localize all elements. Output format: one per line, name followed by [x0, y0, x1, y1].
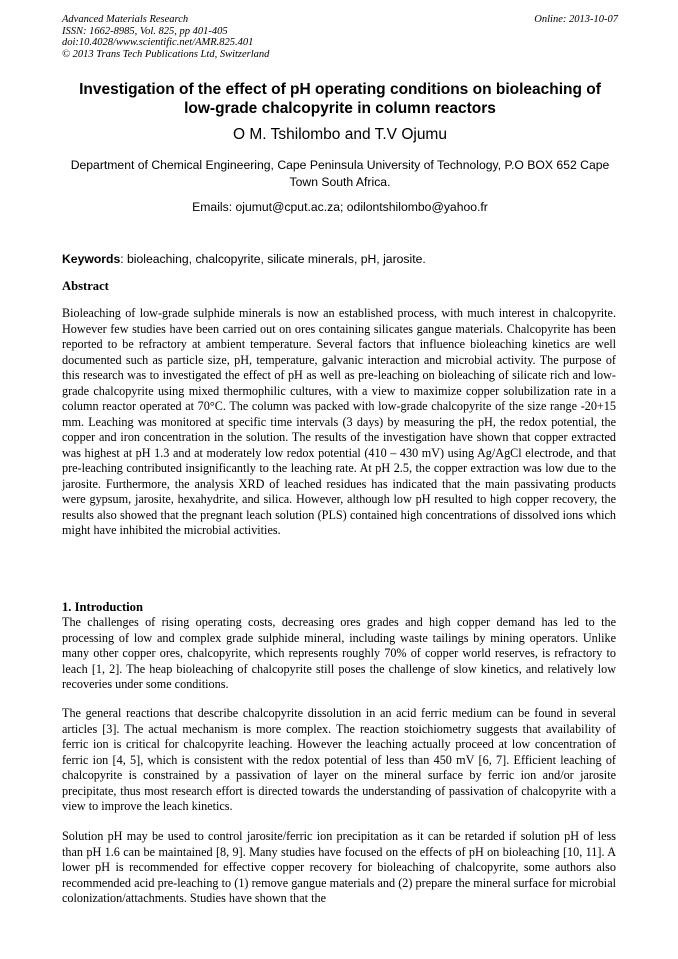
- authors: O M. Tshilombo and T.V Ojumu: [233, 126, 447, 143]
- keywords-label: Keywords: [62, 252, 121, 266]
- issn: ISSN: 1662-8985, Vol. 825, pp 401-405: [62, 25, 228, 37]
- intro-paragraph-1: The challenges of rising operating costs, decreasing ores grades and high copper demand has led to the processing of low and complex grade sulphide mineral, including waste tailings by mining operators. Unlike many other copper ores, chalcopyrite, which represents roughly 70% of copper world reserves, is refractory to leach [1, 2]. The heap bioleaching of chalcopyrite still poses the challenge of slow kinetics, and relatively low recoveries under some conditions.: [62, 615, 616, 691]
- keywords: [62, 252, 618, 266]
- journal-name: Advanced Materials Research: [62, 14, 189, 25]
- online-date: Online: 2013-10-07: [534, 14, 618, 25]
- doi: doi:10.4028/www.scientific.net/AMR.825.401: [62, 37, 254, 48]
- introduction-heading: 1. Introduction: [62, 600, 143, 614]
- intro-paragraph-3: Solution pH may be used to control jarosite/ferric ion precipitation as it can be retarded if solution pH of less than pH 1.6 can be maintained [8, 9]. Many studies have focused on the effects of pH on bioleaching [10, 11]. A lower pH is recommended for effective copper recovery for bioleaching of chalcopyrite, some authors also recommended acid pre-leaching to (1) remove gangue materials and (2) prepare the mineral surface for microbial colonization/attachments. Studies have shown that the: [62, 829, 616, 905]
- paper-title: Investigation of the effect of pH operating conditions on bioleaching of low-grade chalcopyrite in column reactors: [79, 81, 601, 117]
- abstract-text: Bioleaching of low-grade sulphide minerals is now an established process, with much interest in chalcopyrite. However few studies have been carried out on ores containing silicates gangue materials. Chalcopyrite has been reported to be refractory at ambient temperature. Several factors that influence bioleaching kinetics are well documented such as particle size, pH, temperature, galvanic interaction and microbial activity. The purpose of this research was to investigated the effect of pH as well as pre-leaching on bioleaching of silicate rich and low-grade chalcopyrite using mixed thermophilic cultures, with a view to maximize copper solubilization rate in a column reactor operated at 70°C. The column was packed with low-grade chalcopyrite of the size range -20+15 mm. Leaching was monitored at specific time intervals (3 days) by measuring the pH, the redox potential, the copper and iron concentration in the solution. The results of the investigation have shown that copper extracted was highest at pH 1.3 and at moderately low redox potential (410 – 430 mV) using Ag/AgCl electrode, and that pre-leaching contributed insignificantly to the leaching rate. At pH 2.5, the copper extraction was low due to the jarosite. Furthermore, the analysis XRD of leached residues has indicated that the main passivating products were gypsum, jarosite, hexahydrite, and silica. However, although low pH resulted to high copper recovery, the results also showed that the pregnant leach solution (PLS) contained high concentrations of dissolved ions which might have inhibited the microbial activities.: [62, 306, 616, 537]
- journal-header: [62, 14, 618, 60]
- keywords-text: : bioleaching, chalcopyrite, silicate minerals, pH, jarosite.: [120, 252, 426, 266]
- affiliation: Department of Chemical Engineering, Cape Peninsula University of Technology, P.O BOX 652 Cape Town South Africa.: [70, 158, 610, 189]
- abstract-heading: Abstract: [62, 279, 109, 293]
- emails: Emails: ojumut@cput.ac.za; odilontshilombo@yahoo.fr: [192, 200, 488, 214]
- intro-paragraph-2: The general reactions that describe chalcopyrite dissolution in an acid ferric medium can be found in several articles [3]. The actual mechanism is more complex. The reaction stoichiometry suggests that availability of ferric ion is critical for chalcopyrite leaching. However the leaching actually proceed at low concentration of ferric ion [4, 5], which is consistent with the redox potential of less than 450 mV [6, 7]. Efficient leaching of chalcopyrite is constrained by a passivation of layer on the mineral surface by ferric ion and/or jarosite precipitate, thus most research effort is directed towards the understanding of passivation of chalcopyrite with a view to improve the leach kinetics.: [62, 706, 616, 813]
- copyright: © 2013 Trans Tech Publications Ltd, Switzerland: [62, 48, 270, 60]
